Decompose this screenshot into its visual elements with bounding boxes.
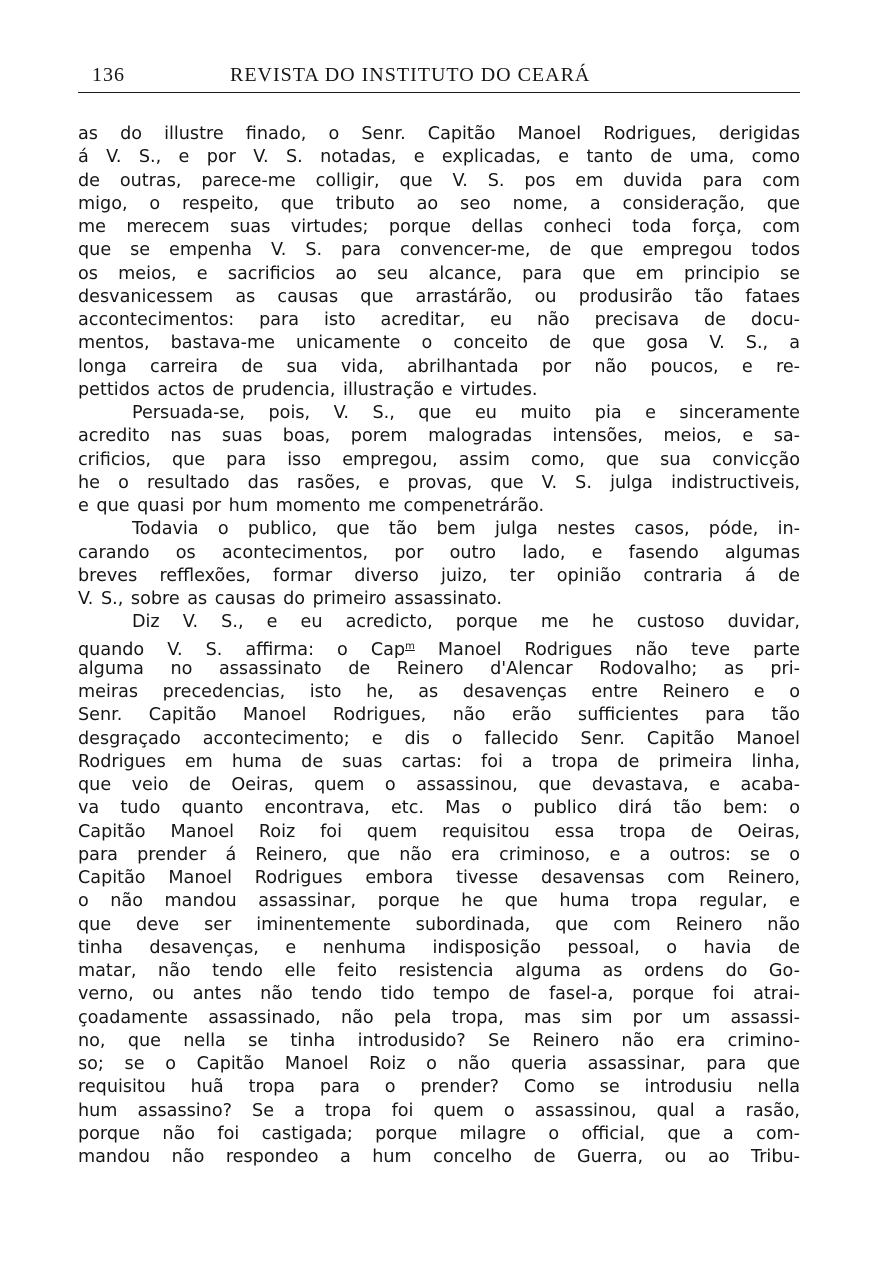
- text-line: he o resultado das rasões, e provas, que V. S. julga indistructiveis,: [78, 472, 800, 493]
- page-number: 136: [92, 64, 125, 86]
- text-line: verno, ou antes não tendo tido tempo de fasel-a, porque foi atrai-: [78, 984, 800, 1005]
- text-line: acredito nas suas boas, porem malogradas intensões, meios, e sa-: [78, 426, 800, 447]
- text-line: Senr. Capitão Manoel Rodrigues, não erão sufficientes para tão: [78, 705, 800, 726]
- text-line: para prender á Reinero, que não era criminoso, e a outros: se o: [78, 844, 800, 865]
- document-page: [78, 58, 800, 1169]
- text-line: á V. S., e por V. S. notadas, e explicadas, e tanto de uma, como: [78, 147, 800, 168]
- text-line: de outras, parece-me colligir, que V. S. pos em duvida para com: [78, 170, 800, 191]
- text-line: desgraçado accontecimento; e dis o fallecido Senr. Capitão Manoel: [78, 728, 800, 749]
- body-text: [78, 123, 800, 1169]
- text-line: so; se o Capitão Manoel Roiz o não queria assassinar, para que: [78, 1054, 800, 1074]
- paragraph: [78, 123, 800, 402]
- text-line: requisitou huã tropa para o prender? Como se introdusiu nella: [78, 1077, 800, 1098]
- text-line: V. S., sobre as causas do primeiro assassinato.: [78, 589, 502, 609]
- text-line: no, que nella se tinha introdusido? Se Reinero não era crimino-: [78, 1030, 800, 1051]
- text-line: Rodrigues em huma de suas cartas: foi a tropa de primeira linha,: [78, 751, 800, 772]
- text-line: desvanicessem as causas que arrastárão, ou produsirão tão fataes: [78, 286, 800, 307]
- text-line: porque não foi castigada; porque milagre o official, que a com-: [78, 1123, 800, 1144]
- text-line: pettidos actos de prudencia, illustração e virtudes.: [78, 379, 538, 400]
- text-line: migo, o respeito, que tributo ao seo nome, a consideração, que: [78, 193, 800, 214]
- running-title: REVISTA DO INSTITUTO DO CEARÁ: [230, 64, 591, 86]
- text-line: çoadamente assassinado, não pela tropa, mas sim por um assassi-: [78, 1007, 800, 1028]
- text-line: longa carreira de sua vida, abrilhantada por não poucos, e re-: [78, 356, 800, 377]
- text-line: meiras precedencias, isto he, as desavenças entre Reinero e o: [78, 682, 800, 702]
- text-line: tinha desavenças, e nenhuma indisposição pessoal, o havia de: [78, 937, 800, 958]
- text-line: crificios, que para isso empregou, assim como, que sua convicção: [78, 449, 800, 470]
- abbreviation-superscript: m: [405, 640, 415, 652]
- text-line: hum assassino? Se a tropa foi quem o assassinou, qual a rasão,: [78, 1100, 800, 1121]
- text-line: Todavia o publico, que tão bem julga nestes casos, póde, in-: [132, 519, 800, 540]
- text-line: e que quasi por hum momento me compenetrárão.: [78, 496, 545, 516]
- text-line: Persuada-se, pois, V. S., que eu muito pia e sinceramente: [132, 403, 800, 423]
- text-fragment: Manoel Rodrigues não teve parte: [437, 639, 800, 658]
- text-line: accontecimentos: para isto acreditar, eu não precisava de docu-: [78, 310, 800, 330]
- text-line: mandou não respondeo a hum concelho de Guerra, ou ao Tribu-: [78, 1147, 800, 1167]
- text-line: Capitão Manoel Roiz foi quem requisitou essa tropa de Oeiras,: [78, 821, 800, 842]
- text-line: carando os acontecimentos, por outro lado, e fasendo algumas: [78, 542, 800, 563]
- text-line: me merecem suas virtudes; porque dellas conheci toda força, com: [78, 217, 800, 237]
- text-line: os meios, e sacrificios ao seu alcance, para que em principio se: [78, 263, 800, 284]
- text-line: que deve ser iminentemente subordinada, que com Reinero não: [78, 914, 800, 935]
- text-line: que se empenha V. S. para convencer-me, de que empregou todos: [78, 240, 800, 261]
- paragraph: [78, 518, 800, 611]
- paragraph: [78, 402, 800, 518]
- text-line: breves refflexões, formar diverso juizo, ter opinião contraria á de: [78, 565, 800, 586]
- text-line: [78, 635, 800, 658]
- text-line: as do illustre finado, o Senr. Capitão Manoel Rodrigues, derigidas: [78, 124, 800, 144]
- text-line: alguma no assassinato de Reinero d'Alencar Rodovalho; as pri-: [78, 658, 800, 679]
- text-line: Diz V. S., e eu acredicto, porque me he custoso duvidar,: [132, 612, 800, 633]
- text-line: que veio de Oeiras, quem o assassinou, que devastava, e acaba-: [78, 775, 800, 795]
- text-line: Capitão Manoel Rodrigues embora tivesse desavensas com Reinero,: [78, 868, 800, 888]
- text-line: va tudo quanto encontrava, etc. Mas o publico dirá tão bem: o: [78, 798, 800, 819]
- text-fragment: quando V. S. affirma: o Cap: [78, 639, 406, 658]
- page-header: [78, 58, 800, 93]
- text-line: matar, não tendo elle feito resistencia alguma as ordens do Go-: [78, 961, 800, 981]
- text-line: o não mandou assassinar, porque he que huma tropa regular, e: [78, 891, 800, 912]
- paragraph: [78, 611, 800, 1169]
- text-line: mentos, bastava-me unicamente o conceito de que gosa V. S., a: [78, 333, 800, 354]
